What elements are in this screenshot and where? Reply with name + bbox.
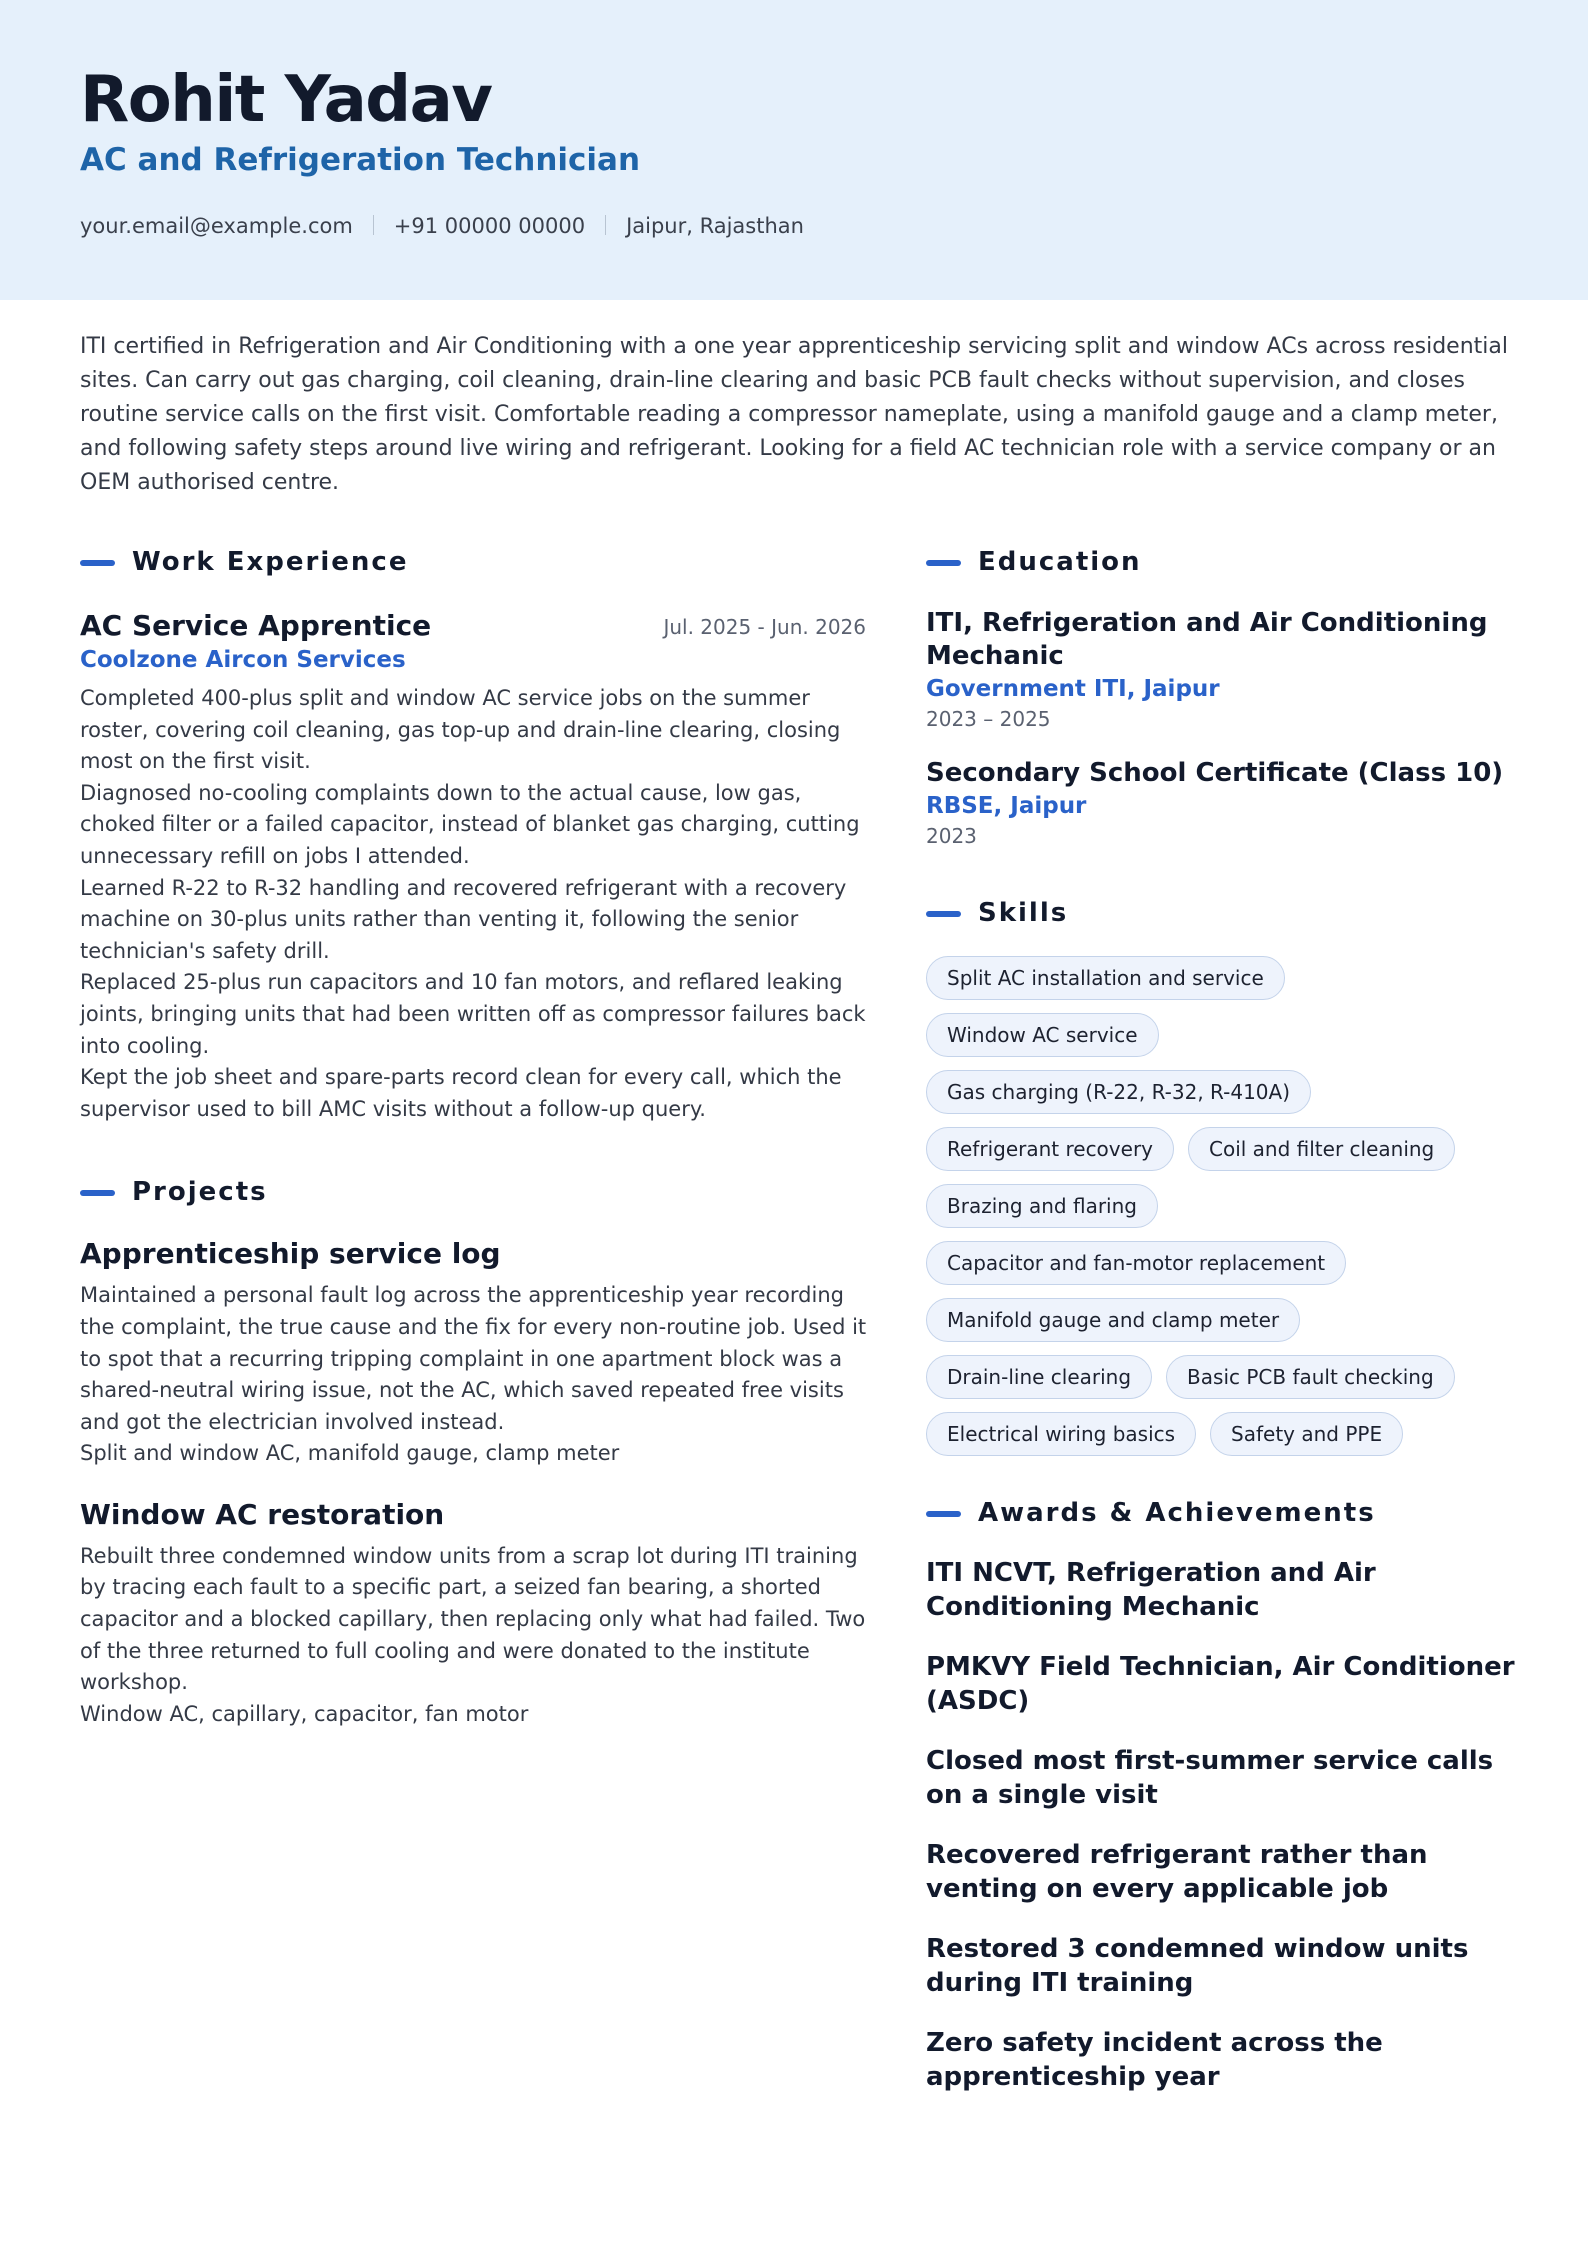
profile-summary: ITI certified in Refrigeration and Air Conditioning with a one year apprenticeship servicing split and window ACs across residential sites. Can carry out gas charging, coil cleaning, drain-line clearing and basic PCB fault checks without supervision, and closes routine service calls on the first visit. Comfortable reading a compressor nameplate, using a manifold gauge and a clamp meter, and following safety steps around live wiring and refrigerant. Looking for a field AC technician role with a service company or an OEM authorised centre. xyxy=(80,334,1508,495)
project-title: Apprenticeship service log xyxy=(80,1237,501,1271)
contact-phone[interactable]: +91 00000 00000 xyxy=(393,214,586,238)
section-heading-text: Projects xyxy=(132,1177,268,1208)
skill-row xyxy=(926,1013,1516,1057)
awards-list xyxy=(926,1556,1516,2094)
contact-location: Jaipur, Rajasthan xyxy=(626,214,804,238)
project-entry xyxy=(80,1237,870,1470)
section-heading-text: Awards & Achievements xyxy=(978,1498,1376,1528)
contact-divider xyxy=(605,215,606,235)
job-bullet: Replaced 25-plus run capacitors and 10 fan motors, and reflared leaking joints, bringing units that had been written off as compressor failures back into cooling. xyxy=(80,970,866,1058)
skill-row xyxy=(926,1355,1516,1399)
contact-divider xyxy=(373,215,374,235)
award-item: ITI NCVT, Refrigeration and Air Conditioning Mechanic xyxy=(926,1558,1376,1622)
project-entry xyxy=(80,1498,870,1731)
section-heading-text: Skills xyxy=(978,898,1069,928)
skill-row xyxy=(926,1412,1516,1456)
job-bullet-list xyxy=(80,683,870,1125)
right-column xyxy=(926,545,1516,2120)
skill-chip: Refrigerant recovery xyxy=(926,1127,1174,1171)
project-title: Window AC restoration xyxy=(80,1497,445,1531)
heading-accent-bar xyxy=(926,1511,961,1517)
degree-title: Secondary School Certificate (Class 10) xyxy=(926,758,1504,788)
heading-accent-bar xyxy=(80,1190,115,1196)
header-banner xyxy=(0,0,1588,300)
job-bullet: Diagnosed no-cooling complaints down to the actual cause, low gas, choked filter or a failed capacitor, instead of blanket gas charging, cutting unnecessary refill on jobs I attended. xyxy=(80,780,860,868)
job-bullet: Kept the job sheet and spare-parts record clean for every call, which the supervisor used to bill AMC visits without a follow-up query. xyxy=(80,1065,842,1121)
section-heading-work xyxy=(80,545,870,579)
skill-chip: Capacitor and fan-motor replacement xyxy=(926,1241,1346,1285)
award-item: Restored 3 condemned window units during ITI training xyxy=(926,1934,1469,1998)
skill-row xyxy=(926,1184,1516,1228)
heading-accent-bar xyxy=(80,560,115,566)
section-heading-education xyxy=(926,545,1516,579)
company-name: Coolzone Aircon Services xyxy=(80,647,406,673)
skill-row xyxy=(926,1070,1516,1114)
skill-row xyxy=(926,1127,1516,1171)
job-title: AC Service Apprentice xyxy=(80,609,432,642)
section-heading-skills xyxy=(926,896,1516,930)
institution-name: Government ITI, Jaipur xyxy=(926,676,1220,702)
project-description: Maintained a personal fault log across the apprenticeship year recording the complaint, the true cause and the fix for every non-routine job. Used it to spot that a recurring tripping complaint in one apartment block was a shared-neutral wiring issue, not the AC, which saved repeated free visits and got the electrician involved instead. xyxy=(80,1283,867,1434)
institution-name: RBSE, Jaipur xyxy=(926,793,1087,819)
skill-chip: Gas charging (R-22, R-32, R-410A) xyxy=(926,1070,1311,1114)
heading-accent-bar xyxy=(926,560,961,566)
education-entry xyxy=(926,607,1516,733)
skill-row xyxy=(926,1298,1516,1342)
work-entry xyxy=(80,609,870,1125)
degree-title: ITI, Refrigeration and Air Conditioning Mechanic xyxy=(926,608,1488,671)
project-description: Rebuilt three condemned window units from a scrap lot during ITI training by tracing each fault to a specific part, a seized fan bearing, a shorted capacitor and a blocked capillary, then replacing only what had failed. Two of the three returned to full cooling and were donated to the institute workshop. xyxy=(80,1543,866,1695)
skill-chip: Coil and filter cleaning xyxy=(1188,1127,1455,1171)
skill-row xyxy=(926,956,1516,1000)
heading-accent-bar xyxy=(926,911,961,917)
job-bullet: Learned R-22 to R-32 handling and recovered refrigerant with a recovery machine on 30-plus units rather than venting it, following the senior technician's safety drill. xyxy=(80,875,847,963)
candidate-name: Rohit Yadav xyxy=(80,63,492,137)
skill-chip: Split AC installation and service xyxy=(926,956,1285,1000)
section-heading-awards xyxy=(926,1496,1516,1530)
skill-chip: Manifold gauge and clamp meter xyxy=(926,1298,1300,1342)
education-entry xyxy=(926,757,1516,850)
left-column xyxy=(80,545,870,1730)
section-heading-projects xyxy=(80,1175,870,1209)
skill-chip: Brazing and flaring xyxy=(926,1184,1158,1228)
skill-chip: Basic PCB fault checking xyxy=(1166,1355,1455,1399)
skill-chip: Electrical wiring basics xyxy=(926,1412,1196,1456)
project-tools: Split and window AC, manifold gauge, clamp meter xyxy=(80,1441,620,1466)
project-tools: Window AC, capillary, capacitor, fan motor xyxy=(80,1701,529,1726)
job-bullet: Completed 400-plus split and window AC service jobs on the summer roster, covering coil cleaning, gas top-up and drain-line clearing, closing most on the first visit. xyxy=(80,686,841,774)
skill-chip: Window AC service xyxy=(926,1013,1159,1057)
contact-line xyxy=(80,214,804,238)
contact-email[interactable]: your.email@example.com xyxy=(80,214,353,238)
section-heading-text: Education xyxy=(978,547,1142,577)
job-role-title: AC and Refrigeration Technician xyxy=(80,142,641,178)
award-item: Closed most first-summer service calls on a single visit xyxy=(926,1746,1494,1810)
award-item: PMKVY Field Technician, Air Conditioner (ASDC) xyxy=(926,1652,1515,1716)
education-years: 2023 – 2025 xyxy=(926,707,1051,731)
skill-chip: Safety and PPE xyxy=(1210,1412,1403,1456)
skill-row xyxy=(926,1241,1516,1285)
skill-chip: Drain-line clearing xyxy=(926,1355,1152,1399)
job-dates: Jul. 2025 - Jun. 2026 xyxy=(663,615,866,639)
section-heading-text: Work Experience xyxy=(132,547,409,577)
award-item: Recovered refrigerant rather than venting on every applicable job xyxy=(926,1840,1428,1904)
education-years: 2023 xyxy=(926,824,977,848)
skills-chip-list xyxy=(926,956,1516,1456)
award-item: Zero safety incident across the apprenticeship year xyxy=(926,2028,1383,2092)
work-entry-header xyxy=(80,609,870,645)
